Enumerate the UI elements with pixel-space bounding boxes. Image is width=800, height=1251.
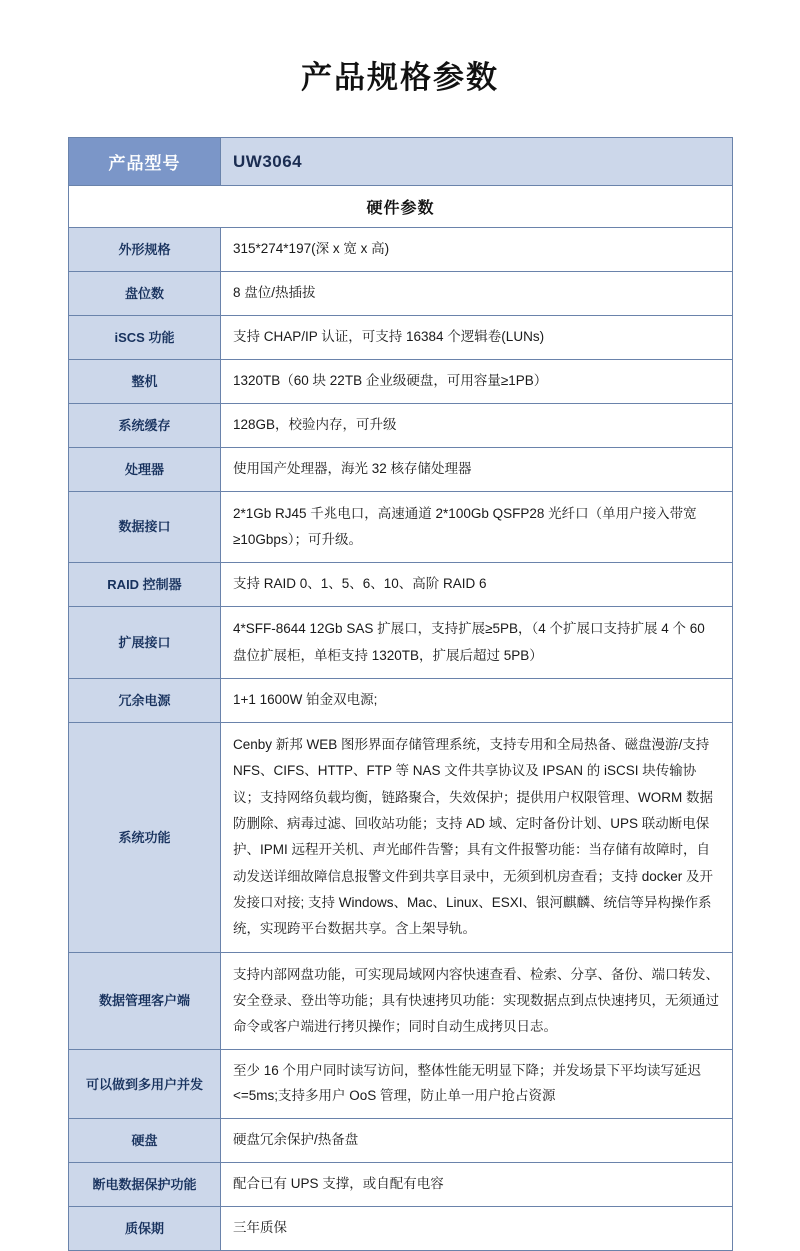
table-row [69, 679, 733, 723]
table-row [69, 563, 733, 607]
table-row [69, 403, 733, 447]
row-value: 1+1 1600W 铂金双电源; [221, 679, 733, 723]
row-label: 质保期 [69, 1207, 221, 1251]
table-row [69, 607, 733, 679]
section-header-row [69, 186, 733, 228]
row-label: 冗余电源 [69, 679, 221, 723]
row-value: 支持内部网盘功能，可实现局域网内容快速查看、检索、分享、备份、端口转发、安全登录、登出等功能；具有快速拷贝功能：实现数据点到点快速拷贝，无须通过命令或客户端进行拷贝操作；同时自动生成拷贝日志。 [221, 952, 733, 1050]
row-label: 整机 [69, 359, 221, 403]
product-spec-table [68, 137, 733, 1251]
row-value: 使用国产处理器，海光 32 核存储处理器 [221, 447, 733, 491]
row-label: 系统功能 [69, 723, 221, 953]
table-row [69, 271, 733, 315]
table-row [69, 359, 733, 403]
page-title: 产品规格参数 [301, 60, 499, 95]
table-row [69, 952, 733, 1050]
row-value: 2*1Gb RJ45 千兆电口，高速通道 2*100Gb QSFP28 光纤口（单用户接入带宽≥10Gbps）；可升级。 [221, 491, 733, 563]
row-label: 系统缓存 [69, 403, 221, 447]
spec-table-body [69, 138, 733, 1251]
row-label: 断电数据保护功能 [69, 1163, 221, 1207]
section-title: 硬件参数 [69, 186, 733, 228]
table-row [69, 723, 733, 953]
table-row [69, 1163, 733, 1207]
row-label: 外形规格 [69, 228, 221, 272]
row-label: 数据接口 [69, 491, 221, 563]
product-model-value: UW3064 [221, 138, 733, 186]
row-label: 数据管理客户端 [69, 952, 221, 1050]
row-value: 三年质保 [221, 1207, 733, 1251]
spec-table-container [0, 137, 800, 1251]
table-row [69, 228, 733, 272]
row-value: 支持 CHAP/IP 认证，可支持 16384 个逻辑卷(LUNs) [221, 315, 733, 359]
row-label: 盘位数 [69, 271, 221, 315]
table-row [69, 1119, 733, 1163]
row-label: 处理器 [69, 447, 221, 491]
row-value: Cenby 新邦 WEB 图形界面存储管理系统，支持专用和全局热备、磁盘漫游/支持 NFS、CIFS、HTTP、FTP 等 NAS 文件共享协议及 IPSAN 的 iSCSI 块传输协议；支持网络负载均衡，链路聚合，失效保护；提供用户权限管理、WORM 数据防删除、病毒过滤、回收站功能；支持 AD 域、定时备份计划、UPS 联动断电保护、IPMI 远程开关机、声光邮件告警；具有文件报警功能：当存储有故障时，自动发送详细故障信息报警文件到共享目录中，无须到机房查看；支持 docker 及开发接口对接; 支持 Windows、Mac、Linux、ESXI、银河麒麟、统信等异构操作系统，实现跨平台数据共享。含上架导轨。 [221, 723, 733, 953]
row-value: 硬盘冗余保护/热备盘 [221, 1119, 733, 1163]
table-row [69, 315, 733, 359]
table-row [69, 1050, 733, 1119]
row-label: iSCS 功能 [69, 315, 221, 359]
product-model-label: 产品型号 [69, 138, 221, 186]
row-label: 可以做到多用户并发 [69, 1050, 221, 1119]
table-row [69, 1207, 733, 1251]
row-label: 硬盘 [69, 1119, 221, 1163]
row-value: 4*SFF-8644 12Gb SAS 扩展口，支持扩展≥5PB，（4 个扩展口支持扩展 4 个 60 盘位扩展柜，单柜支持 1320TB，扩展后超过 5PB） [221, 607, 733, 679]
row-value: 支持 RAID 0、1、5、6、10、高阶 RAID 6 [221, 563, 733, 607]
row-value: 至少 16 个用户同时读写访问，整体性能无明显下降；并发场景下平均读写延迟<=5ms;支持多用户 OoS 管理，防止单一用户抢占资源 [221, 1050, 733, 1119]
row-value: 315*274*197(深 x 宽 x 高) [221, 228, 733, 272]
table-row [69, 491, 733, 563]
row-value: 8 盘位/热插拔 [221, 271, 733, 315]
row-value: 1320TB（60 块 22TB 企业级硬盘，可用容量≥1PB） [221, 359, 733, 403]
row-value: 配合已有 UPS 支撑，或自配有电容 [221, 1163, 733, 1207]
row-label: 扩展接口 [69, 607, 221, 679]
row-value: 128GB，校验内存，可升级 [221, 403, 733, 447]
row-label: RAID 控制器 [69, 563, 221, 607]
table-row [69, 447, 733, 491]
table-header-row [69, 138, 733, 186]
